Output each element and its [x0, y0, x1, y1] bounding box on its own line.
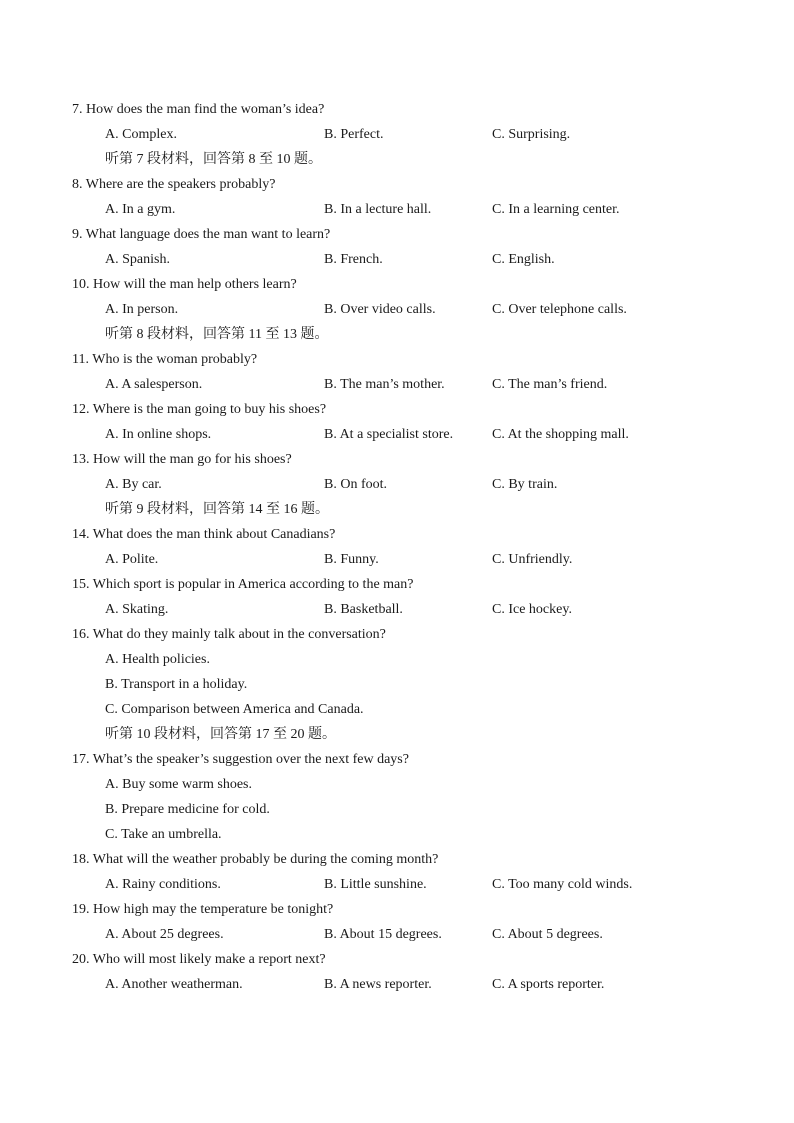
answer-option: C. Comparison between America and Canada. — [105, 702, 364, 717]
section-instruction: 听第 8 段材料，回答第 11 至 13 题。 — [105, 327, 329, 342]
answer-option-b: B. On foot. — [324, 477, 387, 492]
question-text: 11. Who is the woman probably? — [72, 352, 258, 367]
answer-option-c: C. Surprising. — [492, 127, 571, 142]
answer-options-row — [72, 472, 732, 497]
answer-option-c: C. Over telephone calls. — [492, 302, 627, 317]
section-instruction: 听第 10 段材料，回答第 17 至 20 题。 — [105, 727, 336, 742]
answer-options-row — [72, 547, 732, 572]
answer-option-a: A. A salesperson. — [105, 377, 203, 392]
answer-option-a: A. About 25 degrees. — [105, 927, 224, 942]
section-instruction: 听第 9 段材料，回答第 14 至 16 题。 — [105, 502, 329, 517]
question-text: 13. How will the man go for his shoes? — [72, 452, 292, 467]
listening-questions — [72, 97, 732, 997]
answer-option-a: A. In online shops. — [105, 427, 212, 442]
answer-option-b: B. A news reporter. — [324, 977, 432, 992]
answer-option-c: C. Unfriendly. — [492, 552, 573, 567]
answer-option: B. Prepare medicine for cold. — [105, 802, 270, 817]
answer-option: B. Transport in a holiday. — [105, 677, 248, 692]
answer-option-a: A. In person. — [105, 302, 179, 317]
answer-option-a: A. Skating. — [105, 602, 169, 617]
answer-option-a: A. By car. — [105, 477, 162, 492]
answer-options-row — [72, 372, 732, 397]
answer-option-a: A. Spanish. — [105, 252, 170, 267]
answer-option-b: B. At a specialist store. — [324, 427, 454, 442]
answer-option-c: C. At the shopping mall. — [492, 427, 629, 442]
answer-option-b: B. Perfect. — [324, 127, 384, 142]
answer-option-b: B. Basketball. — [324, 602, 403, 617]
answer-option-a: A. Another weatherman. — [105, 977, 243, 992]
answer-options-row — [72, 197, 732, 222]
question-text: 16. What do they mainly talk about in the conversation? — [72, 627, 386, 642]
answer-option-b: B. In a lecture hall. — [324, 202, 432, 217]
answer-option-c: C. The man’s friend. — [492, 377, 608, 392]
question-text: 8. Where are the speakers probably? — [72, 177, 276, 192]
answer-option-c: C. In a learning center. — [492, 202, 620, 217]
question-text: 18. What will the weather probably be during the coming month? — [72, 852, 439, 867]
question-text: 15. Which sport is popular in America according to the man? — [72, 577, 414, 592]
answer-option-c: C. Ice hockey. — [492, 602, 572, 617]
answer-option-b: B. About 15 degrees. — [324, 927, 442, 942]
question-text: 14. What does the man think about Canadians? — [72, 527, 336, 542]
answer-option: C. Take an umbrella. — [105, 827, 222, 842]
answer-option: A. Health policies. — [105, 652, 210, 667]
question-text: 19. How high may the temperature be tonight? — [72, 902, 334, 917]
question-text: 12. Where is the man going to buy his shoes? — [72, 402, 327, 417]
answer-options-row — [72, 972, 732, 997]
answer-option-c: C. By train. — [492, 477, 558, 492]
question-text: 9. What language does the man want to learn? — [72, 227, 331, 242]
answer-option-b: B. Little sunshine. — [324, 877, 427, 892]
answer-option-c: C. A sports reporter. — [492, 977, 605, 992]
answer-option-a: A. In a gym. — [105, 202, 176, 217]
answer-option-b: B. The man’s mother. — [324, 377, 445, 392]
answer-option-a: A. Rainy conditions. — [105, 877, 221, 892]
question-text: 10. How will the man help others learn? — [72, 277, 297, 292]
answer-options-row — [72, 597, 732, 622]
answer-option-c: C. About 5 degrees. — [492, 927, 603, 942]
answer-option: A. Buy some warm shoes. — [105, 777, 252, 792]
answer-option-b: B. Funny. — [324, 552, 379, 567]
answer-option-b: B. French. — [324, 252, 383, 267]
answer-options-row — [72, 122, 732, 147]
answer-options-row — [72, 247, 732, 272]
answer-options-row — [72, 872, 732, 897]
section-instruction: 听第 7 段材料，回答第 8 至 10 题。 — [105, 152, 322, 167]
answer-option-a: A. Complex. — [105, 127, 177, 142]
answer-options-row — [72, 922, 732, 947]
answer-option-c: C. Too many cold winds. — [492, 877, 633, 892]
question-text: 20. Who will most likely make a report next? — [72, 952, 326, 967]
answer-options-row — [72, 422, 732, 447]
question-text: 7. How does the man find the woman’s idea? — [72, 102, 325, 117]
answer-option-a: A. Polite. — [105, 552, 159, 567]
answer-option-b: B. Over video calls. — [324, 302, 436, 317]
answer-option-c: C. English. — [492, 252, 555, 267]
answer-options-row — [72, 297, 732, 322]
question-text: 17. What’s the speaker’s suggestion over the next few days? — [72, 752, 409, 767]
